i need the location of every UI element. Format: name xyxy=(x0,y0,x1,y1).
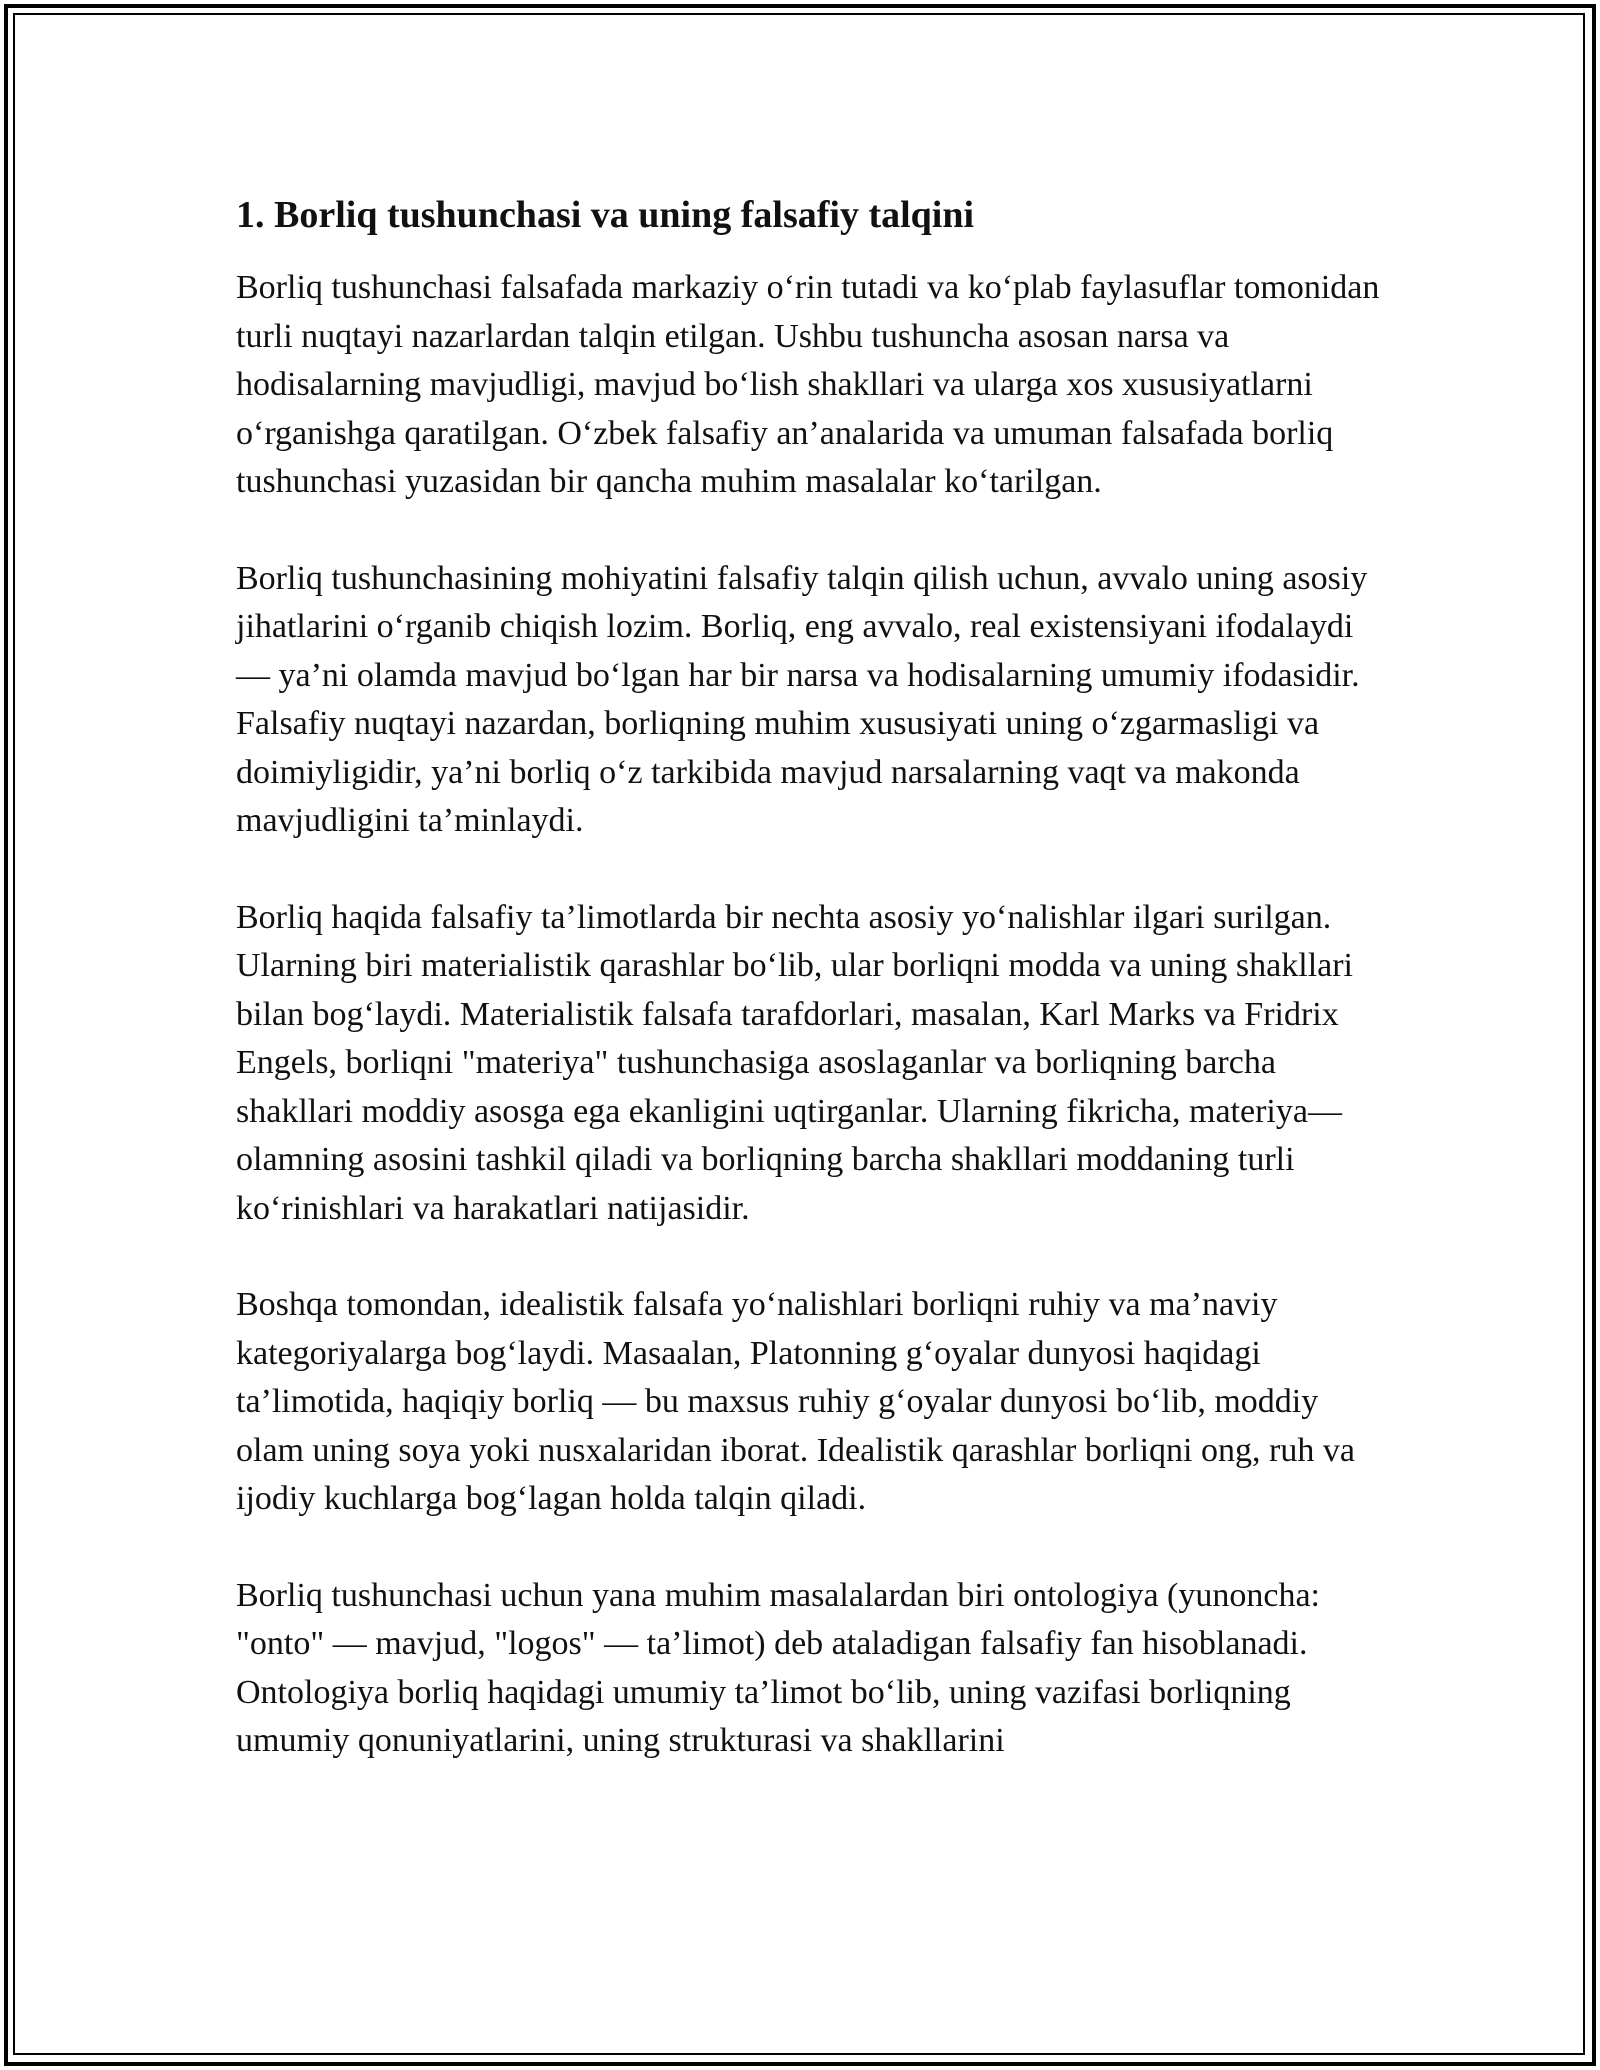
paragraph-1: Borliq tushunchasi falsafada markaziy o‘rin tutadi va ko‘plab faylasuflar tomonidan turli nuqtayi nazarlardan talqin etilgan. Ushbu tushuncha asosan narsa va hodisalarning mavjudligi, mavjud bo‘lish shakllari va ularga xos xususiyatlarni o‘rganishga qaratilgan. O‘zbek falsafiy an’analarida va umuman falsafada borliq tushunchasi yuzasidan bir qancha muhim masalalar ko‘tarilgan. xyxy=(236,269,1380,500)
paragraph-3: Borliq haqida falsafiy ta’limotlarda bir nechta asosiy yo‘nalishlar ilgari surilgan. Ularning biri materialistik qarashlar bo‘lib, ular borliqni modda va uning shakllari bilan bog‘laydi. Materialistik falsafa tarafdorlari, masalan, Karl Marks va Fridrix Engels, borliqni "materiya" tushunchasiga asoslaganlar va borliqning barcha shakllari moddiy asosga ega ekanligini uqtirganlar. Ularning fikricha, materiya—olamning asosini tashkil qiladi va borliqning barcha shakllari moddaning turli ko‘rinishlari va harakatlari natijasidir. xyxy=(236,898,1354,1227)
document-body xyxy=(236,188,1386,1814)
section-heading: 1. Borliq tushunchasi va uning falsafiy talqini xyxy=(236,194,975,236)
paragraph-4: Boshqa tomondan, idealistik falsafa yo‘nalishlari borliqni ruhiy va ma’naviy kategoriyalarga bog‘laydi. Masaalan, Platonning g‘oyalar dunyosi haqidagi ta’limotida, haqiqiy borliq — bu maxsus ruhiy g‘oyalar dunyosi bo‘lib, moddiy olam uning soya yoki nusxalaridan iborat. Idealistik qarashlar borliqni ong, ruh va ijodiy kuchlarga bog‘lagan holda talqin qiladi. xyxy=(236,1286,1355,1517)
paragraph-2: Borliq tushunchasining mohiyatini falsafiy talqin qilish uchun, avvalo uning asosiy jihatlarini o‘rganib chiqish lozim. Borliq, eng avvalo, real existensiyani ifodalaydi — ya’ni olamda mavjud bo‘lgan har bir narsa va hodisalarning umumiy ifodasidir. Falsafiy nuqtayi nazardan, borliqning muhim xususiyati uning o‘zgarmasligi va doimiyligidir, ya’ni borliq o‘z tarkibida mavjud narsalarning vaqt va makonda mavjudligini ta’minlaydi. xyxy=(236,559,1368,839)
paragraph-5: Borliq tushunchasi uchun yana muhim masalalardan biri ontologiya (yunoncha: "onto" — mavjud, "logos" — ta’limot) deb ataladigan falsafiy fan hisoblanadi. Ontologiya borliq haqidagi umumiy ta’limot bo‘lib, uning vazifasi borliqning umumiy qonuniyatlarini, uning strukturasi va shakllarini xyxy=(236,1576,1320,1759)
